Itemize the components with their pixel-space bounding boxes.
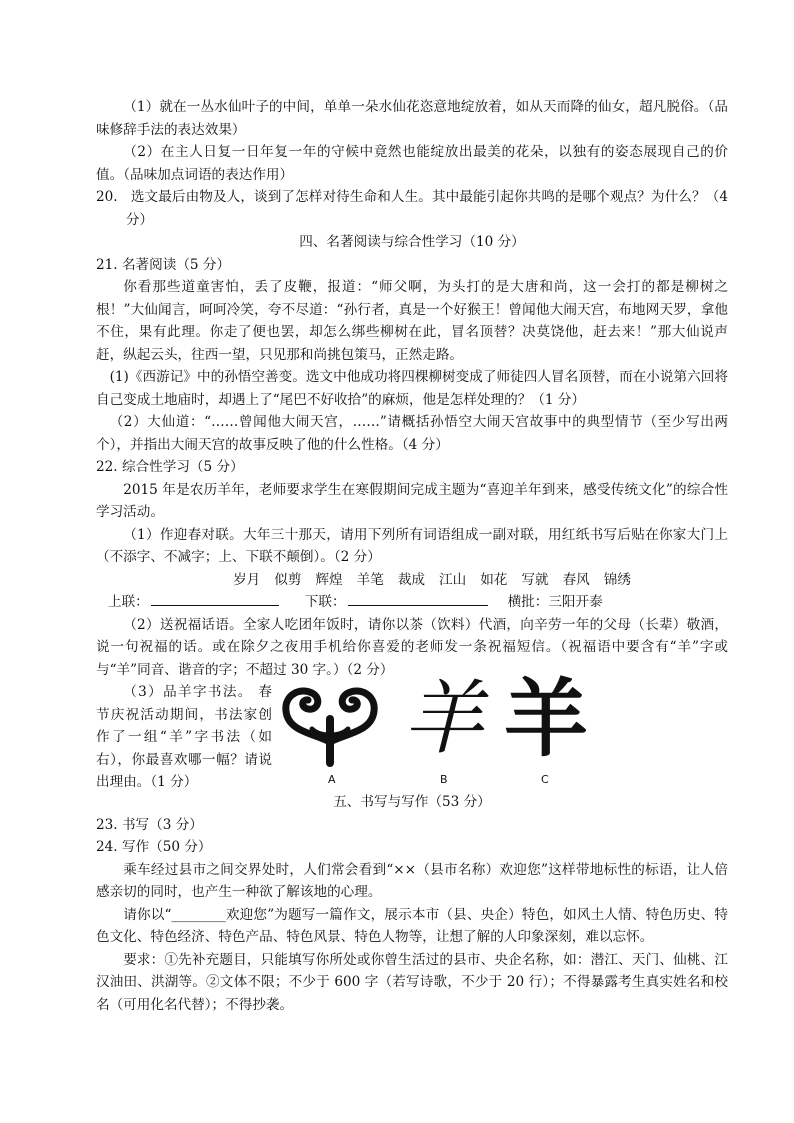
calligraphy-a-seal-ram (282, 683, 378, 767)
word: 如花 (480, 571, 508, 588)
q22-item-1: （1）作迎春对联。大年三十那天，请用下列所有词语组成一副对联，用红纸书写后贴在你家大门上（不添字、不减字；上、下联不颠倒）。（2 分） (96, 526, 728, 565)
q22-item-2: （2）送祝福话语。全家人吃团年饭时，请你以茶（饮料）代酒，向辛劳一年的父母（长辈）敬酒，说一句祝福的话。或在除夕之夜用手机给你喜爱的老师发一条祝福短信。（祝福语中要含有“羊”字或与“羊”同音、谐音的字；不超过 30 字。）（2 分） (96, 616, 728, 678)
q22-item-3: （3）品羊字书法。 春节庆祝活动期间，书法家创作了一组“羊”字书法（如右），你最喜欢哪一幅？请说出理由。（1 分） (96, 684, 272, 790)
word: 春风 (562, 571, 590, 588)
word: 辉煌 (315, 571, 343, 588)
q22-intro: 2015 年是农历羊年，老师要求学生在寒假期间完成主题为“喜迎羊年到来，感受传统文化”的综合性学习活动。 (96, 481, 728, 520)
q23-title: 23. 书写（3 分） (96, 816, 203, 833)
exam-page (96, 96, 728, 1016)
upper-couplet-label: 上联： (108, 594, 149, 610)
calligraphy-label-c: C (541, 773, 549, 786)
calligraphy-figure (282, 670, 596, 787)
word: 裁成 (397, 571, 425, 588)
q20 (96, 186, 728, 231)
q19-item-1: （1）就在一丛水仙叶子的中间，单单一朵水仙花恣意地绽放着，如从天而降的仙女，超凡脱俗。（品味修辞手法的表达效果） (96, 99, 728, 138)
section-4-title: 四、名著阅读与综合性学习（10 分） (299, 234, 525, 250)
calligraphy-b-running-script: 羊 (398, 672, 502, 765)
q21-passage: 你看那些道童害怕，丢了皮鞭，报道：“师父啊，为头打的是大唐和尚，这一会打的都是柳树之根！”大仙闻言，呵呵冷笑，夸不尽道：“孙行者，真是一个好猴王！曾闻他大闹天宫，布地网天罗，拿他不住，果有此理。你走了便也罢，却怎么绑些柳树在此，冒名顶替？决莫饶他，赶去来！”那大仙说声赶，纵起云头，往西一望，只见那和尚挑包策马，正然走路。 (96, 279, 728, 363)
q20-text: 选文最后由物及人，谈到了怎样对待生命和人生。其中最能引起你共鸣的是哪个观点？为什么？（4分） (125, 189, 728, 228)
q21-item-2: （2）大仙道：“……曾闻他大闹天宫，……”请概括孙悟空大闹天宫故事中的典型情节（至少写出两个），并指出大闹天宫的故事反映了他的什么性格。（4 分） (96, 414, 728, 453)
q19-item-2: （2）在主人日复一日年复一年的守候中竟然也能绽放出最美的花朵，以独有的姿态展现自己的价值。（品味加点词语的表达作用） (96, 144, 728, 183)
q22-item-3-block (96, 670, 728, 791)
couplet-answer-line (96, 591, 728, 614)
q24-requirements: 要求：①先补充题目，只能填写你所处或你曾生活过的县市、央企名称，如：潜江、天门、仙桃、江汉油田、洪湖等。②文体不限；不少于 600 字（若写诗歌，不少于 20 行）；不得暴露考生真实姓名和校名（可用化名代替）；不得抄袭。 (96, 951, 728, 1013)
word: 岁月 (233, 571, 261, 588)
q24-title: 24. 写作（50 分） (96, 839, 212, 855)
q21-title: 21. 名著阅读（5 分） (96, 256, 231, 273)
q22-title: 22. 综合性学习（5 分） (96, 459, 244, 475)
couplet-word-bank (136, 569, 728, 592)
word: 锦绣 (603, 571, 631, 588)
q24-task: 请你以“________欢迎您”为题写一篇作文，展示本市（县、央企）特色，如风土人情、特色历史、特色文化、特色经济、特色产品、特色风景、特色人物等，让想了解的人印象深刻，难以忘怀。 (96, 906, 728, 945)
upper-couplet-blank[interactable] (151, 591, 279, 606)
word: 江山 (439, 571, 467, 588)
calligraphy-c-regular-script: 羊 (504, 670, 589, 768)
lower-couplet-blank[interactable] (348, 591, 488, 606)
horizontal-scroll: 横批：三阳开泰 (507, 594, 603, 610)
q21-item-1: (1)《西游记》中的孙悟空善变。选文中他成功将四棵柳树变成了师徒四人冒名顶替，而在小说第六回将自己变成土地庙时，却遇上了“尾巴不好收拾”的麻烦，他是怎样处理的？（1 分） (96, 369, 728, 408)
calligraphy-label-a: A (328, 773, 336, 786)
calligraphy-label-b: B (440, 773, 448, 786)
section-5-title: 五、书写与写作（53 分） (333, 794, 491, 810)
lower-couplet-label: 下联： (304, 594, 346, 610)
q24-prompt: 乘车经过县市之间交界处时，人们常会看到“××（县市名称）欢迎您”这样带地标性的标语，让人倍感亲切的同时，也产生一种欲了解该地的心理。 (96, 861, 728, 900)
word: 羊笔 (356, 571, 384, 588)
q20-number: 20. (96, 189, 118, 205)
word: 写就 (521, 571, 549, 588)
word: 似剪 (274, 571, 302, 588)
